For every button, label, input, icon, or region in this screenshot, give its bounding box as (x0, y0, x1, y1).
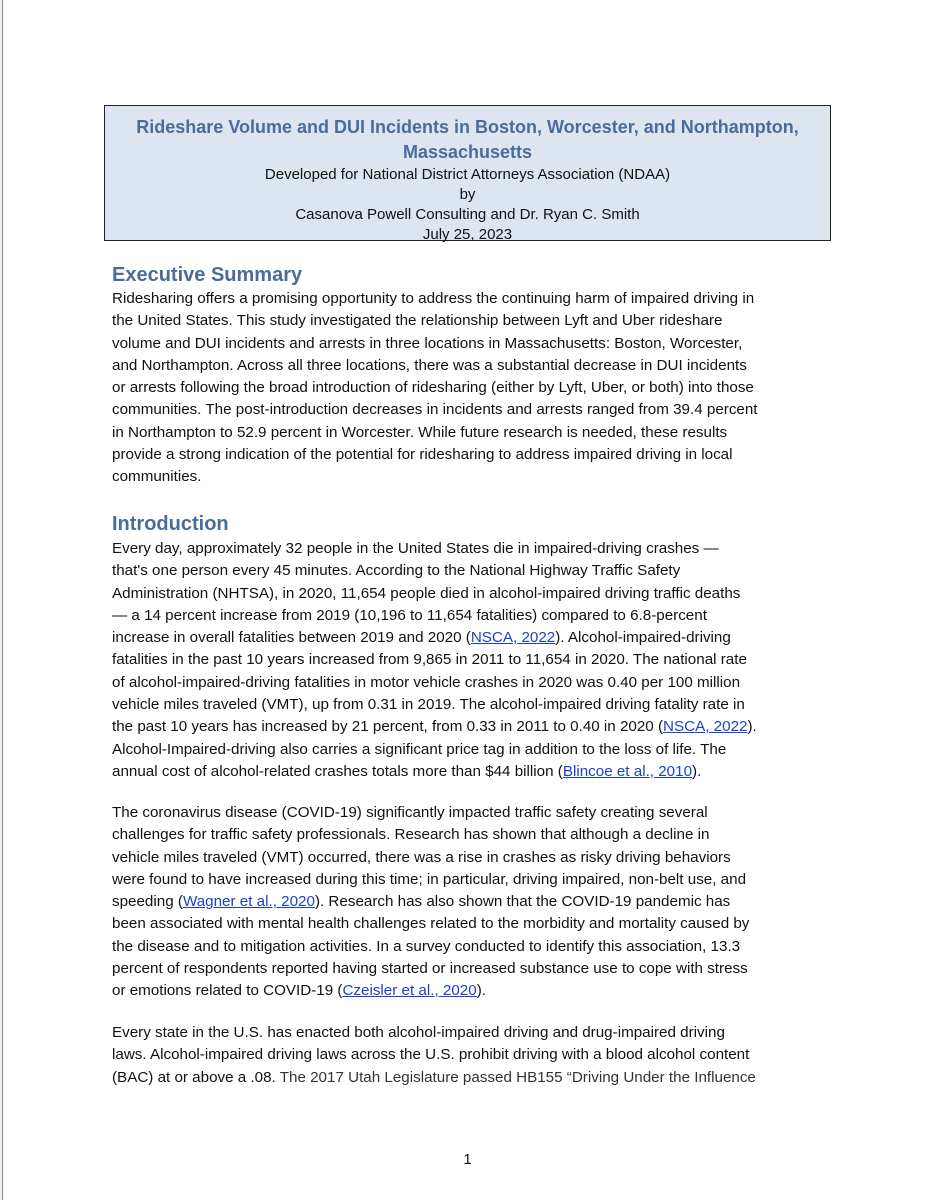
text-line: vehicle miles traveled (VMT), up from 0.31 in 2019. The alcohol-impaired driving fatality rate in (112, 696, 745, 714)
introduction-heading: Introduction (112, 513, 229, 535)
document-date: July 25, 2023 (422, 226, 513, 243)
text-segment: ). (747, 718, 757, 736)
document-by: by (459, 186, 476, 203)
text-segment: annual cost of alcohol-related crashes totals more than $44 billion ( (112, 762, 563, 780)
summary-line: and Northampton. Across all three locations, there was a substantial decrease in DUI incidents (112, 356, 747, 374)
title-line-1: Rideshare Volume and DUI Incidents in Boston, Worcester, and Northampton, (136, 117, 799, 137)
text-line: Alcohol-Impaired-driving also carries a significant price tag in addition to the loss of life. The (112, 740, 727, 758)
summary-line: the United States. This study investigated the relationship between Lyft and Uber rideshare (112, 312, 723, 330)
text-segment: ). Research has also shown that the COVID-19 pandemic has (314, 893, 731, 911)
document-title (115, 115, 820, 165)
document-authors: Casanova Powell Consulting and Dr. Ryan C. Smith (295, 206, 640, 223)
text-segment: the past 10 years has increased by 21 percent, from 0.33 in 2011 to 0.40 in 2020 ( (112, 718, 664, 736)
citation-link-wagner[interactable]: Wagner et al., 2020 (182, 893, 315, 911)
citation-link-czeisler[interactable]: Czeisler et al., 2020 (342, 982, 477, 1000)
text-segment: increase in overall fatalities between 2019 and 2020 ( (112, 629, 471, 647)
text-line: vehicle miles traveled (VMT) occurred, there was a rise in crashes as risky driving behaviors (112, 848, 731, 866)
introduction-paragraph-1 (112, 538, 832, 783)
text-line: fatalities in the past 10 years increased from 9,865 in 2011 to 11,654 in 2020. The national rate (112, 651, 747, 669)
document-subtitle: Developed for National District Attorneys Association (NDAA) (264, 166, 671, 183)
text-line: that's one person every 45 minutes. According to the National Highway Traffic Safety (112, 562, 681, 580)
summary-line: communities. The post-introduction decreases in incidents and arrests ranged from 39.4 percent (112, 401, 758, 419)
title-box (104, 105, 831, 241)
text-line: The coronavirus disease (COVID-19) significantly impacted traffic safety creating several (112, 804, 708, 821)
introduction-paragraph-2 (112, 802, 832, 1003)
text-segment: ). (692, 762, 702, 780)
text-line: — a 14 percent increase from 2019 (10,196 to 11,654 fatalities) compared to 6.8-percent (112, 606, 707, 624)
text-segment: ). Alcohol-impaired-driving (555, 629, 731, 647)
text-line (112, 980, 832, 1002)
page-number: 1 (463, 1151, 472, 1168)
document-page (2, 0, 931, 1200)
text-line: were found to have increased during this time; in particular, driving impaired, non-belt use, and (112, 870, 747, 888)
text-line (112, 761, 832, 783)
text-segment: or emotions related to COVID-19 ( (112, 982, 343, 1000)
summary-line: volume and DUI incidents and arrests in three locations in Massachusetts: Boston, Worcester, (112, 334, 743, 352)
text-line: the disease and to mitigation activities. In a survey conducted to identify this association, 13.3 (112, 937, 741, 955)
executive-summary-heading: Executive Summary (112, 264, 303, 286)
summary-line: or arrests following the broad introduction of ridesharing (either by Lyft, Uber, or both) into those (112, 379, 754, 397)
text-line (112, 1067, 832, 1089)
text-line (112, 891, 832, 913)
summary-line: provide a strong indication of the potential for ridesharing to address impaired driving in local (112, 446, 733, 464)
text-line (112, 627, 832, 649)
text-line: been associated with mental health challenges related to the morbidity and mortality caused by (112, 915, 750, 933)
introduction-paragraph-3 (112, 1022, 832, 1089)
text-segment: speeding ( (112, 893, 183, 911)
text-line: percent of respondents reported having started or increased substance use to cope with stress (112, 960, 748, 978)
text-segment: (BAC) at or above a .08. (112, 1068, 280, 1086)
text-line: Every day, approximately 32 people in the United States die in impaired-driving crashes — (112, 540, 719, 557)
citation-link-nsca[interactable]: NSCA, 2022 (663, 718, 748, 736)
text-line: laws. Alcohol-impaired driving laws across the U.S. prohibit driving with a blood alcohol content (112, 1046, 750, 1064)
text-line (112, 716, 832, 738)
citation-link-nsca[interactable]: NSCA, 2022 (470, 629, 556, 647)
text-line: challenges for traffic safety professionals. Research has shown that although a decline in (112, 826, 710, 844)
text-line: of alcohol-impaired-driving fatalities in motor vehicle crashes in 2020 was 0.40 per 100 million (112, 673, 741, 691)
text-segment: The 2017 Utah Legislature passed HB155 “Driving Under the Influence (279, 1068, 756, 1086)
summary-line: Ridesharing offers a promising opportunity to address the continuing harm of impaired driving in (112, 290, 755, 307)
text-line: Every state in the U.S. has enacted both alcohol-impaired driving and drug-impaired driving (112, 1024, 725, 1041)
citation-link-blincoe[interactable]: Blincoe et al., 2010 (562, 762, 693, 780)
summary-line: in Northampton to 52.9 percent in Worcester. While future research is needed, these results (112, 423, 728, 441)
text-segment: ). (476, 982, 486, 1000)
summary-line: communities. (112, 468, 202, 486)
text-line: Administration (NHTSA), in 2020, 11,654 people died in alcohol-impaired driving traffic deaths (112, 584, 741, 602)
title-line-2: Massachusetts (402, 142, 533, 162)
executive-summary-paragraph (112, 288, 832, 489)
